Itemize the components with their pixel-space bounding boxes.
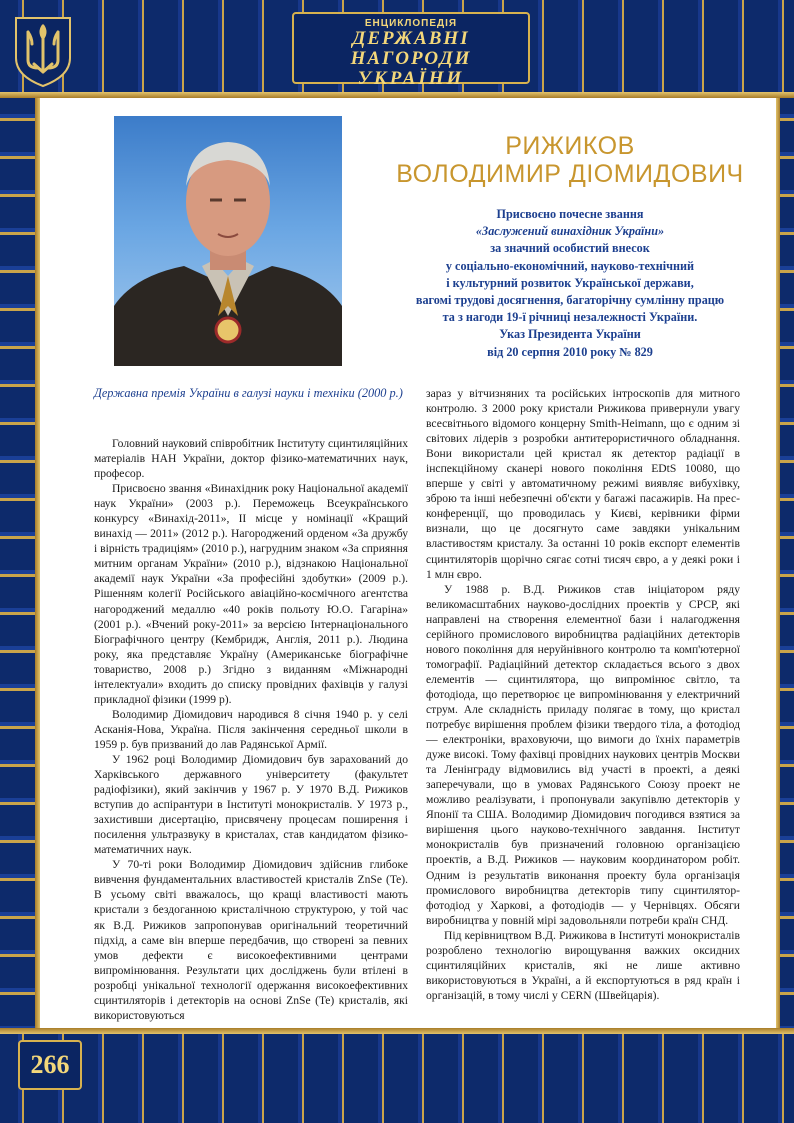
decree-line: за значний особистий внесок — [490, 241, 650, 256]
paragraph: Володимир Діомидович народився 8 січня 1940 р. у селі Асканія-Нова, Україна. Після закінчення середньої школи в 1959 р. був призваний до лав Радянської Армії. — [94, 707, 408, 751]
decree-line: Указ Президента України — [499, 327, 641, 342]
encyclopedia-banner — [292, 12, 530, 89]
ornamental-border-right — [776, 98, 794, 1028]
paragraph: У 1988 р. В.Д. Рижиков став ініціатором ряду великомасштабних науково-дослідних проектів у СРСР, які направлені на створення елементної бази і налагодження серійного промислового виробництва радіаційних детекторів нового покоління для неруйнівного контролю та комп'ютерної томографії. Радіаційний детектор складається всього з двох елементів — сцинтилятора, що випромінює світло, та фотодіода, що перетворює це випромінювання у електричний струм. Але складність приладу полягає в тому, що кристал потребує вирішення проблем фізики твердого тіла, а фотодіод — електроніки, враховуючи, що вимоги до їхніх параметрів дуже високі. Тому фахівці провідних наукових центрів Москви та Ленінграду відмовились від участі в проекті, а деякі заперечували, що в умовах Радянського Союзу проект не можливо реалізувати, і пропонували закупівлю детекторів у Японії та США. Володимир Діомидович погодився взятися за вирішення цього науково-технічного завдання. Інститут монокристалів був призначений головною організацією проектів, а В.Д. Рижиков — науковим координатором робіт. Одним із результатів виконання проекту була організація промислового виробництва детекторів типу сцинтилятор-фотодіод у Харкові, а фотодіодів — у Чернівцях. Обсяги виробництва у повній мірі задовольняли потреби країн СНД. — [426, 582, 740, 927]
paragraph: Під керівництвом В.Д. Рижикова в Інституті монокристалів розроблено технологію вирощування важких оксидних сцинтиляційних кристалів, які не лише активно використовуються в Україні, а й експортуються в ряд країн і організацій, в тому числі у CERN (Швейцарія). — [426, 928, 740, 1002]
paragraph: зараз у вітчизняних та російських інтроскопів для митного контролю. З 2000 року кристали Рижикова привернули увагу всесвітнього відомого концерну Smith-Heimann, що є одним зі світових лідерів з розробки антитерористичного обладнання. Вони використали цей кристал як детектор радіації в інспекційному сканері нового покоління EDtS 10080, що вперше у світі у автоматичному режимі виявляє вибухівку, зброю та інші небезпечні об'єкти у багажі пасажирів. На прес-конференції, що проводилась у Києві, керівники фірми визнали, що це досягнуто саме завдяки унікальним властивостям кристалу. За останні 10 років експорт елементів сцинтиляторів щорічно сягає сотні тисяч євро, а у деякі роки і 1 млн євро. — [426, 387, 740, 581]
decree-line: у соціально-економічний, науково-технічний — [445, 258, 695, 273]
page-number: 266 — [18, 1040, 82, 1090]
decree-line: вагомі трудові досягнення, багаторічну сумлінну працю — [415, 293, 725, 308]
portrait-illustration — [114, 116, 342, 366]
paragraph: У 1962 році Володимир Діомидович був зарахований до Харківського державного університету (факультет радіофізики), який закінчив у 1967 р. У 1970 В.Д. Рижиков вступив до аспірантури в Інституті монокристалів. У 1973 р., захистивши дисертацію, присвячену процесам поширення і посилення ультразвуку в кристалах, став кандидатом фізико-математичних наук. — [94, 752, 408, 857]
paragraph: Присвоєно звання «Винахідник року Національної академії наук України» (2003 р.). Переможець Всеукраїнського конкурсу «Винахід-2011», ІІ місце у номінації «Кращий винахід — 2011» (2012 р.). Нагороджений орденом «За дружбу і вірність традиціям» (2010 р.), нагрудним знаком «За сприяння митним органам України» (2010 р.), відзнакою Національної академії наук України «За професійні здобутки» (2009 р.). Рішенням колегії Російського авіаційно-космічного агентства нагороджений медаллю «40 років польоту Ю.О. Гагаріна» (2001 р.). «Вчений року-2011» за версією Інтернаціонального Біографічного центру (Кембридж, Англія, 2011 р.). Людина року, яка представляє Україну (Американське біографічне товариство, 2008 р.) Згідно з виданням «Міжнародні інтелектуали» входить до списку провідних фахівців у галузі прикладної фізики (1999 р). — [94, 482, 408, 706]
portrait-photo — [114, 116, 342, 366]
decree-text — [370, 206, 770, 361]
decree-line: Присвоєно почесне звання — [496, 207, 644, 221]
biography-column-right — [426, 386, 740, 1003]
trident-emblem-icon — [12, 14, 74, 88]
paragraph: Головний науковий співробітник Інституту сцинтиляційних матеріалів НАН України, доктор фізико-математичних наук, професор. — [94, 437, 408, 481]
decree-line: від 20 серпня 2010 року № 829 — [487, 344, 653, 359]
decree-line: та з нагоди 19-ї річниці незалежності України. — [442, 310, 698, 325]
person-name — [370, 132, 770, 188]
banner-line-1: ЕНЦИКЛОПЕДІЯ — [364, 18, 458, 29]
person-surname: РИЖИКОВ — [505, 132, 635, 160]
decree-line: і культурний розвиток Української держави, — [446, 275, 694, 290]
biography-column-left — [94, 436, 408, 1023]
banner-line-3: УКРАЇНИ — [357, 68, 465, 89]
decree-line: «Заслужений винахідник України» — [475, 224, 665, 239]
ornamental-border-bottom — [0, 1028, 794, 1123]
person-given-names: ВОЛОДИМИР ДІОМИДОВИЧ — [396, 160, 744, 188]
ornamental-border-left — [0, 98, 40, 1028]
state-prize-caption: Державна премія України в галузі науки і техніки (2000 р.) — [94, 386, 403, 400]
banner-line-2: ДЕРЖАВНІ НАГОРОДИ — [350, 28, 472, 69]
paragraph: У 70-ті роки Володимир Діомидович здійснив глибоке вивчення фундаментальних властивостей кристалів ZnSe (Te). В усьому світі вважалось, що кращі властивості мають кристали з бездоганною кристалічною структурою, у той час як В.Д. Рижиков запропонував оригінальний теоретичний підхід, а саме він вперше передбачив, що створені за певних умов дефекти є високоефективними центрами випромінювання. Результати цих досліджень були втілені в розробці унікальної технології одержання високоефективних сцинтиляторів і детекторів на основі ZnSe (Te) кристалів, які використовуються — [94, 858, 408, 1022]
